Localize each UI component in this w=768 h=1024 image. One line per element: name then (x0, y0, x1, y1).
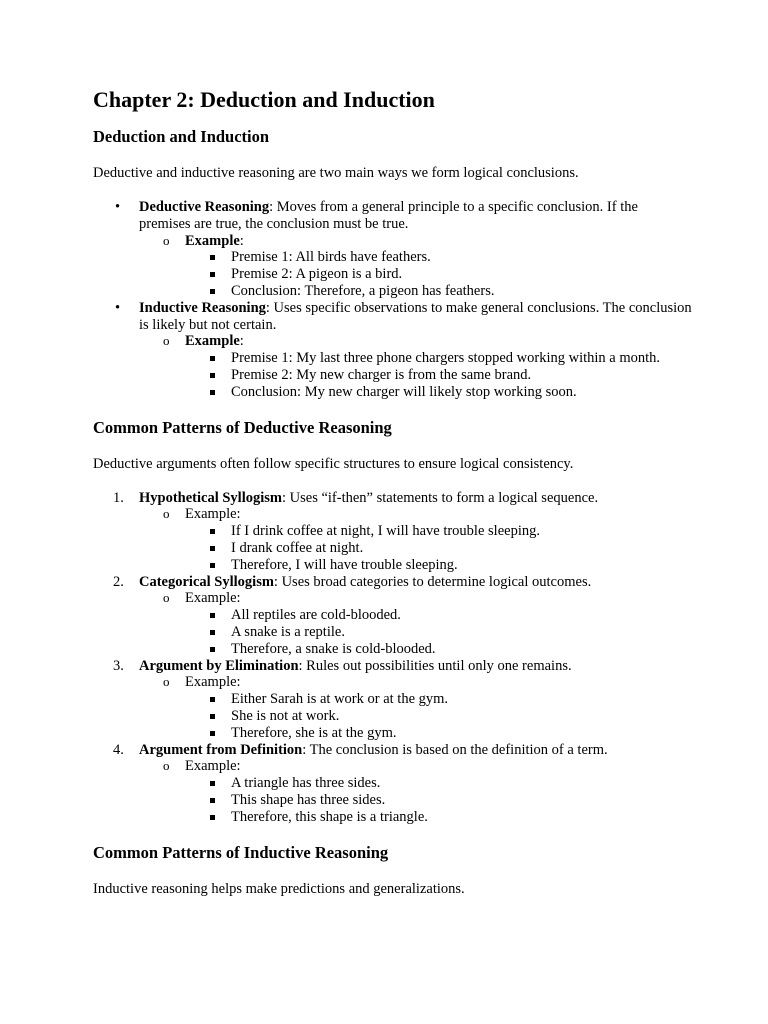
list-item-argument-from-definition (93, 742, 693, 826)
premise-item (185, 725, 693, 742)
premise-text: Premise 1: My last three phone chargers stopped working within a month. (231, 350, 661, 367)
list-number: 3. (113, 657, 124, 674)
section-heading-deduction-induction: Deduction and Induction (93, 127, 270, 146)
example-label: Example: (185, 674, 241, 691)
term-label: Argument by Elimination (139, 657, 299, 674)
example-label: Example (185, 232, 240, 249)
example-label: Example (185, 333, 240, 350)
term-description: : Uses specific observations to make general conclusions. The conclusion is likely but not certain. (139, 299, 692, 333)
circle-marker: o (163, 758, 170, 774)
circle-marker: o (163, 333, 170, 349)
premise-list (185, 691, 693, 741)
bullet-marker: • (115, 199, 121, 215)
list-item-argument-by-elimination (93, 658, 693, 742)
circle-marker: o (163, 232, 170, 248)
square-bullet-icon (210, 815, 215, 820)
sub-list-item-example (139, 758, 693, 825)
premise-list (185, 607, 693, 657)
sub-list-item-example (139, 590, 693, 657)
premise-item (185, 350, 693, 367)
premise-list (185, 350, 693, 400)
term-label: Inductive Reasoning (139, 299, 266, 316)
premise-item (185, 809, 693, 826)
list-number: 2. (113, 573, 124, 590)
square-bullet-icon (210, 798, 215, 803)
premise-text: Therefore, she is at the gym. (231, 724, 397, 741)
section-heading-inductive-patterns: Common Patterns of Inductive Reasoning (93, 842, 389, 862)
premise-text: Conclusion: My new charger will likely stop working soon. (231, 383, 577, 400)
reasoning-types-list (93, 199, 693, 401)
list-item-deductive-reasoning (93, 199, 693, 300)
square-bullet-icon (210, 714, 215, 719)
square-bullet-icon (210, 697, 215, 702)
premise-item (185, 266, 693, 283)
example-label: Example: (185, 506, 241, 523)
premise-item (185, 249, 693, 266)
sub-list (139, 333, 693, 400)
premise-item (185, 540, 693, 557)
term-label: Argument from Definition (139, 741, 303, 758)
example-label: Example: (185, 590, 241, 607)
square-bullet-icon (210, 255, 215, 260)
chapter-title: Chapter 2: Deduction and Induction (93, 87, 435, 112)
term-description: : Uses broad categories to determine logical outcomes. (273, 573, 592, 590)
example-colon: : (239, 333, 244, 350)
term-description: : Rules out possibilities until only one remains. (298, 657, 572, 674)
term-description: : Uses “if-then” statements to form a logical sequence. (282, 489, 599, 506)
sub-list (139, 590, 693, 657)
section-intro-deductive-patterns: Deductive arguments often follow specific structures to ensure logical consistency. (93, 455, 574, 472)
example-colon: : (239, 232, 244, 249)
premise-text: A snake is a reptile. (231, 623, 345, 640)
sub-list (139, 674, 693, 741)
square-bullet-icon (210, 613, 215, 618)
sub-list-item-example (139, 674, 693, 741)
list-item-categorical-syllogism (93, 574, 693, 658)
premise-item (185, 691, 693, 708)
document-page (93, 86, 693, 915)
premise-text: Premise 1: All birds have feathers. (231, 249, 431, 266)
square-bullet-icon (210, 529, 215, 534)
premise-item (185, 607, 693, 624)
list-number: 1. (113, 489, 124, 506)
premise-item (185, 283, 693, 300)
list-number: 4. (113, 741, 124, 758)
circle-marker: o (163, 674, 170, 690)
premise-text: She is not at work. (231, 707, 340, 724)
premise-text: This shape has three sides. (231, 791, 386, 808)
list-item-hypothetical-syllogism (93, 490, 693, 574)
square-bullet-icon (210, 647, 215, 652)
list-item-inductive-reasoning (93, 300, 693, 401)
section-intro-inductive-patterns: Inductive reasoning helps make predictions and generalizations. (93, 880, 465, 897)
premise-item (185, 367, 693, 384)
premise-text: If I drink coffee at night, I will have trouble sleeping. (231, 523, 540, 540)
premise-text: Either Sarah is at work or at the gym. (231, 691, 449, 708)
premise-text: Therefore, I will have trouble sleeping. (231, 556, 458, 573)
premise-list (185, 249, 693, 299)
premise-text: I drank coffee at night. (231, 539, 364, 556)
premise-text: Therefore, this shape is a triangle. (231, 808, 428, 825)
square-bullet-icon (210, 272, 215, 277)
square-bullet-icon (210, 546, 215, 551)
premise-item (185, 384, 693, 401)
square-bullet-icon (210, 781, 215, 786)
square-bullet-icon (210, 373, 215, 378)
term-label: Deductive Reasoning (139, 199, 270, 215)
bullet-marker: • (115, 299, 121, 316)
square-bullet-icon (210, 390, 215, 395)
deductive-patterns-list (93, 490, 693, 826)
premise-item (185, 523, 693, 540)
term-label: Categorical Syllogism (139, 573, 274, 590)
square-bullet-icon (210, 731, 215, 736)
premise-item (185, 641, 693, 658)
premise-item (185, 775, 693, 792)
sub-list-item-example (139, 233, 693, 300)
sub-list-item-example (139, 333, 693, 400)
square-bullet-icon (210, 563, 215, 568)
section-intro-deduction-induction: Deductive and inductive reasoning are two main ways we form logical conclusions. (93, 165, 579, 181)
sub-list (139, 233, 693, 300)
premise-item (185, 792, 693, 809)
premise-list (185, 775, 693, 825)
circle-marker: o (163, 590, 170, 606)
premise-text: Premise 2: A pigeon is a bird. (231, 266, 403, 283)
section-heading-deductive-patterns: Common Patterns of Deductive Reasoning (93, 417, 392, 437)
sub-list-item-example (139, 506, 693, 573)
sub-list (139, 758, 693, 825)
premise-text: A triangle has three sides. (231, 775, 381, 792)
premise-text: Therefore, a snake is cold-blooded. (231, 640, 436, 657)
premise-text: Conclusion: Therefore, a pigeon has feathers. (231, 282, 495, 299)
premise-item (185, 708, 693, 725)
example-label: Example: (185, 758, 241, 775)
premise-list (185, 523, 693, 573)
circle-marker: o (163, 506, 170, 522)
square-bullet-icon (210, 356, 215, 361)
premise-text: All reptiles are cold-blooded. (231, 607, 401, 624)
premise-text: Premise 2: My new charger is from the same brand. (231, 366, 532, 383)
term-description: : Moves from a general principle to a specific conclusion. If the premises are true, the conclusion must be true. (139, 199, 638, 232)
premise-item (185, 557, 693, 574)
square-bullet-icon (210, 630, 215, 635)
square-bullet-icon (210, 289, 215, 294)
term-description: : The conclusion is based on the definition of a term. (302, 741, 608, 758)
sub-list (139, 506, 693, 573)
premise-item (185, 624, 693, 641)
term-label: Hypothetical Syllogism (139, 489, 282, 506)
